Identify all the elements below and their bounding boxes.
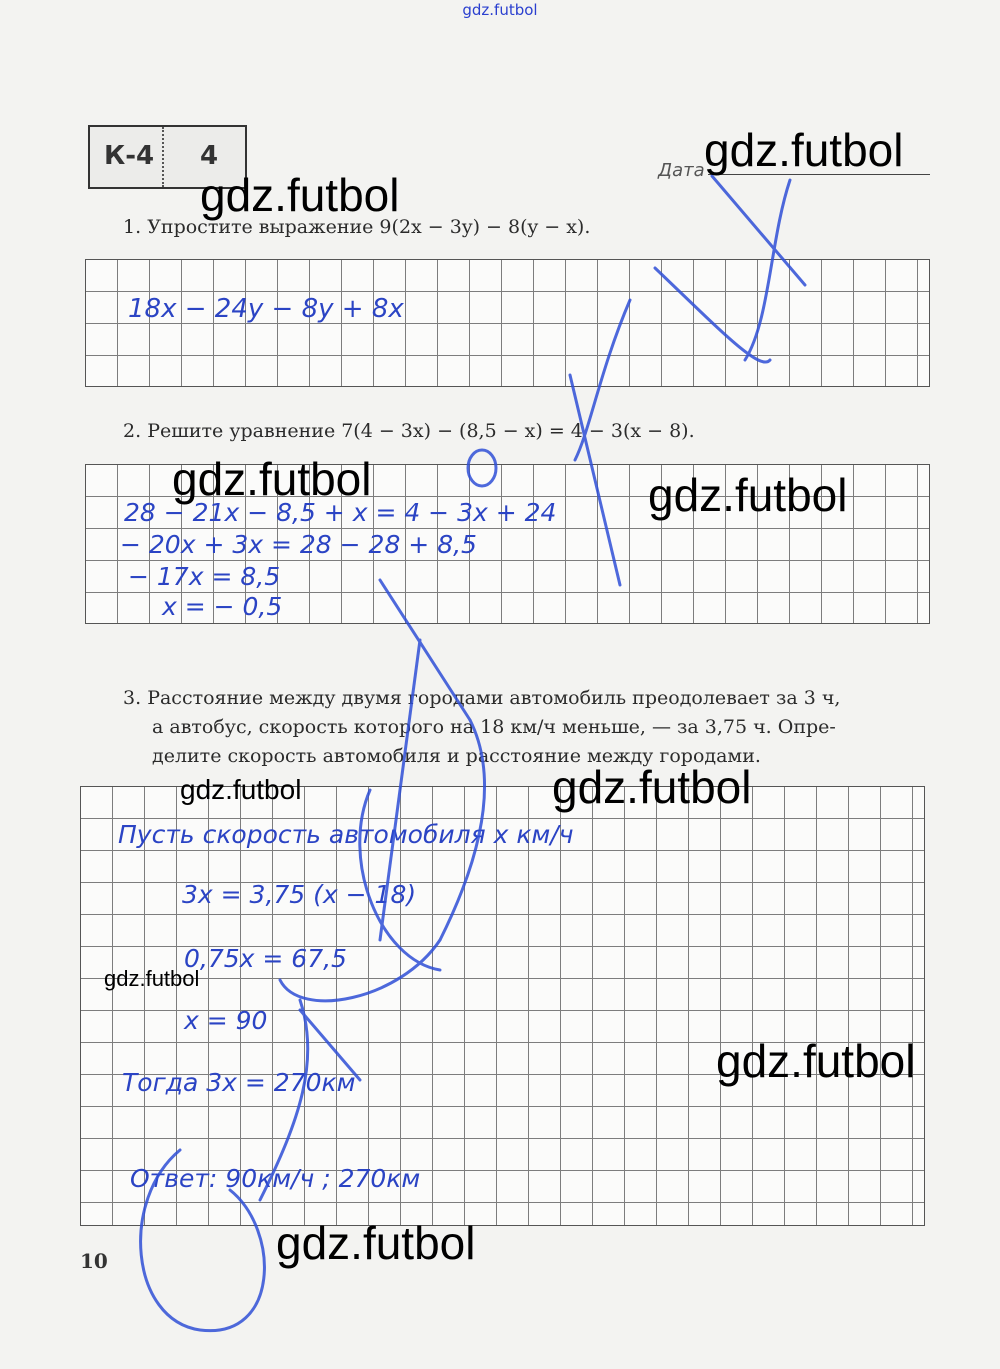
page-number: 10 [80, 1249, 108, 1273]
watermark: gdz.futbol [104, 966, 200, 991]
watermark: gdz.futbol [648, 469, 848, 521]
watermark: gdz.futbol [704, 124, 904, 176]
task-3-text-line-3: делите скорость автомобиля и расстояние между городами. [152, 745, 761, 767]
task-2-line-4: x = − 0,5 [162, 592, 283, 621]
watermark: gdz.futbol [180, 774, 302, 805]
task-3-line-1: Пусть скорость автомобиля x км/ч [118, 820, 574, 849]
watermark: gdz.futbol [716, 1035, 916, 1087]
top-watermark: gdz.futbol [462, 1, 538, 19]
task-3-line-2: 3x = 3,75 (x − 18) [182, 880, 417, 909]
task-3-line-6: Ответ: 90км/ч ; 270км [130, 1164, 421, 1193]
task-3-text-line-2: а автобус, скорость которого на 18 км/ч меньше, — за 3,75 ч. Опре- [152, 716, 836, 738]
task-1-text: Упростите выражение 9(2x − 3y) − 8(y − x). [147, 216, 591, 238]
work-code: К-4 [104, 141, 155, 171]
task-2-line-3: − 17x = 8,5 [128, 562, 281, 591]
task-3-number: 3. [123, 687, 142, 709]
task-2-text: Решите уравнение 7(4 − 3x) − (8,5 − x) = 4 − 3(x − 8). [147, 420, 695, 442]
watermark: gdz.futbol [276, 1217, 476, 1269]
variant-number: 4 [200, 141, 219, 171]
watermark: gdz.futbol [552, 761, 752, 813]
task-3-line-3: 0,75x = 67,5 [184, 944, 347, 973]
task-1-number: 1. [123, 216, 142, 238]
task-3-line-5: Тогда 3x = 270км [122, 1068, 356, 1097]
watermark: gdz.futbol [200, 169, 400, 221]
date-label: Дата [658, 160, 705, 181]
watermark: gdz.futbol [172, 453, 372, 505]
task-1-answer-line: 18x − 24y − 8y + 8x [128, 294, 404, 324]
task-2-line-2: − 20x + 3x = 28 − 28 + 8,5 [120, 530, 477, 559]
task-3-line-4: x = 90 [184, 1006, 268, 1035]
task-2-line-1: 28 − 21x − 8,5 + x = 4 − 3x + 24 [124, 498, 557, 527]
task-2-number: 2. [123, 420, 142, 442]
task-3-text-line-1: Расстояние между двумя городами автомобиль преодолевает за 3 ч, [147, 687, 841, 709]
